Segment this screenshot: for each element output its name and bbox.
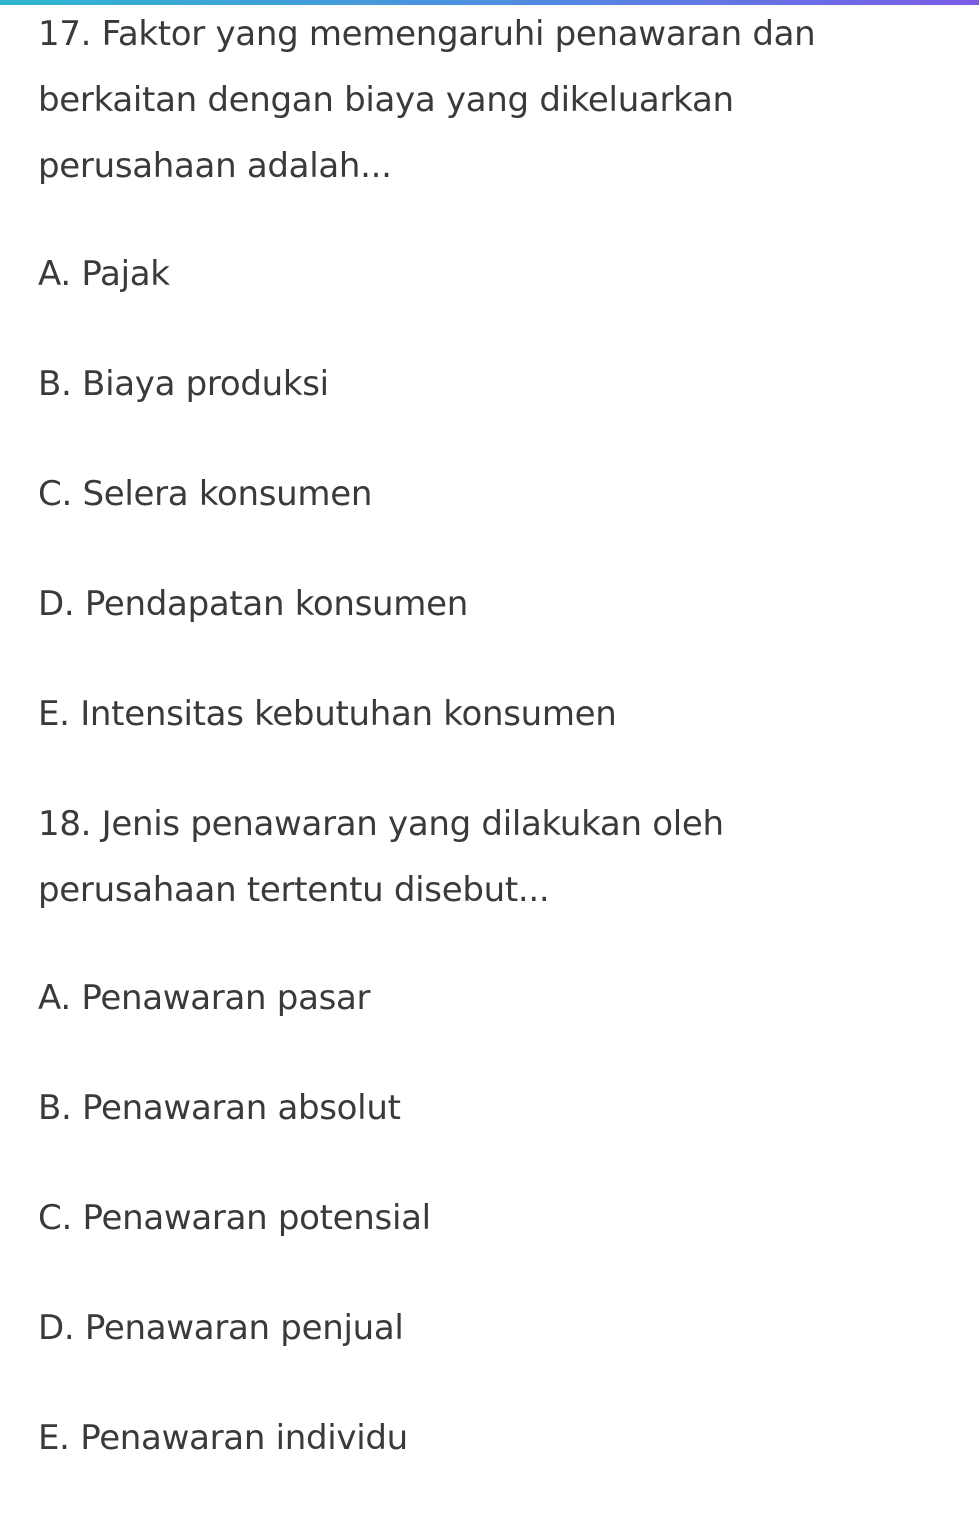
option-c: C. Selera konsumen	[38, 474, 373, 514]
question-17	[38, 14, 963, 804]
option-a: A. Penawaran pasar	[38, 978, 371, 1018]
option-a: A. Pajak	[38, 254, 170, 294]
option-c: C. Penawaran potensial	[38, 1198, 431, 1238]
option-b: B. Penawaran absolut	[38, 1088, 401, 1128]
question-text-line: perusahaan adalah...	[38, 146, 392, 186]
quiz-content	[38, 14, 963, 1528]
top-accent-bar	[0, 0, 979, 5]
question-text-line: berkaitan dengan biaya yang dikeluarkan	[38, 80, 734, 120]
option-d: D. Pendapatan konsumen	[38, 584, 468, 624]
option-e: E. Penawaran individu	[38, 1418, 408, 1458]
question-18	[38, 804, 963, 1528]
question-text-line: 18. Jenis penawaran yang dilakukan oleh	[38, 804, 724, 844]
option-d: D. Penawaran penjual	[38, 1308, 404, 1348]
option-e: E. Intensitas kebutuhan konsumen	[38, 694, 617, 734]
option-b: B. Biaya produksi	[38, 364, 329, 404]
question-text-line: perusahaan tertentu disebut...	[38, 870, 550, 910]
question-text-line: 17. Faktor yang memengaruhi penawaran dan	[38, 14, 816, 54]
